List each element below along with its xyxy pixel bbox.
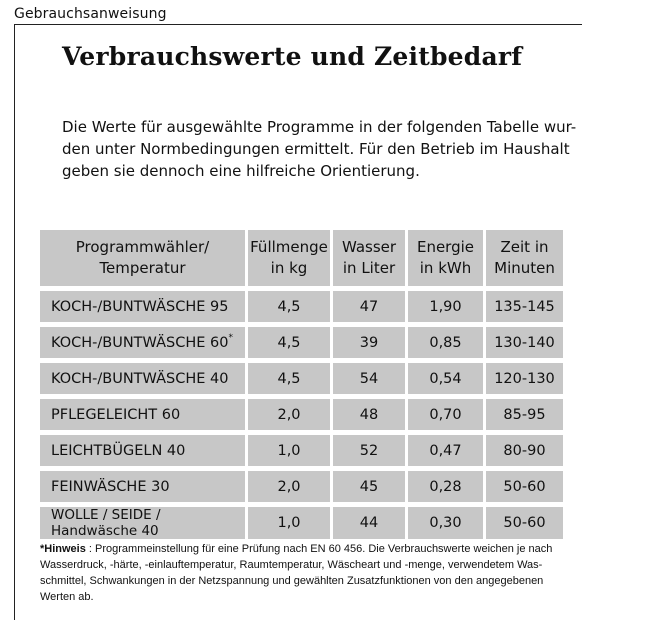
table-header-row [40, 230, 566, 291]
header-line: in kWh [419, 259, 472, 277]
left-margin-rule [14, 24, 15, 620]
cell-time: 85-95 [486, 399, 566, 435]
running-header: Gebrauchsanweisung [14, 6, 167, 22]
intro-line: Die Werte für ausgewählte Programme in der folgenden Tabelle wur- [62, 118, 577, 136]
header-time [486, 230, 566, 291]
table-row [40, 471, 566, 507]
header-line: Füllmenge [250, 238, 328, 256]
table-row [40, 507, 566, 544]
cell-energy: 0,70 [408, 399, 486, 435]
cell-water: 52 [333, 435, 408, 471]
cell-load: 1,0 [248, 435, 333, 471]
table-row [40, 399, 566, 435]
program-name: WOLLE / SEIDE / Handwäsche 40 [51, 507, 161, 539]
header-energy [408, 230, 486, 291]
cell-water: 47 [333, 291, 408, 327]
cell-program [40, 363, 248, 399]
header-line: Temperatur [99, 259, 186, 277]
header-water [333, 230, 408, 291]
cell-program [40, 471, 248, 507]
table-row [40, 363, 566, 399]
header-line: Minuten [494, 259, 555, 277]
footnote-line: schmittel, Schwankungen in der Netzspannung und gewählten Zusatzfunktionen von den angegebenen [40, 575, 544, 587]
header-program [40, 230, 248, 291]
table-row [40, 291, 566, 327]
cell-energy: 0,47 [408, 435, 486, 471]
cell-load: 2,0 [248, 471, 333, 507]
program-name: LEICHTBÜGELN 40 [51, 442, 186, 459]
header-line: Programmwähler/ [75, 238, 210, 256]
cell-program [40, 327, 248, 363]
cell-time: 50-60 [486, 507, 566, 544]
program-name: KOCH-/BUNTWÄSCHE 60 [51, 334, 229, 351]
cell-energy: 0,54 [408, 363, 486, 399]
cell-water: 54 [333, 363, 408, 399]
cell-program [40, 507, 248, 544]
cell-program [40, 399, 248, 435]
header-line: Zeit in [500, 238, 549, 256]
header-line: Energie [416, 238, 475, 256]
cell-load: 4,5 [248, 291, 333, 327]
cell-water: 45 [333, 471, 408, 507]
header-load [248, 230, 333, 291]
cell-load: 4,5 [248, 363, 333, 399]
cell-time: 130-140 [486, 327, 566, 363]
cell-water: 48 [333, 399, 408, 435]
cell-energy: 0,30 [408, 507, 486, 544]
table-row [40, 435, 566, 471]
table-row [40, 327, 566, 363]
header-rule [14, 24, 582, 25]
cell-energy: 0,28 [408, 471, 486, 507]
cell-time: 135-145 [486, 291, 566, 327]
cell-energy: 1,90 [408, 291, 486, 327]
footnote-label: *Hinweis [40, 543, 86, 555]
cell-water: 39 [333, 327, 408, 363]
cell-energy: 0,85 [408, 327, 486, 363]
footnote-line: Werten ab. [40, 591, 94, 603]
intro-line: geben sie dennoch eine hilfreiche Orientierung. [62, 162, 420, 180]
cell-program [40, 291, 248, 327]
intro-paragraph [62, 116, 602, 182]
cell-load: 4,5 [248, 327, 333, 363]
footnote-marker: * [228, 332, 233, 343]
program-name: PFLEGELEICHT 60 [51, 406, 181, 423]
page-title: Verbrauchswerte und Zeitbedarf [62, 42, 523, 71]
header-line: in Liter [342, 259, 396, 277]
header-line: in kg [270, 259, 308, 277]
cell-load: 1,0 [248, 507, 333, 544]
consumption-table [40, 230, 566, 544]
intro-line: den unter Normbedingungen ermittelt. Für den Betrieb im Haushalt [62, 140, 570, 158]
footnote-line: Wasserdruck, -härte, -einlauftemperatur, Raumtemperatur, Wäscheart und -menge, verwendetem Was- [40, 559, 543, 571]
program-name: KOCH-/BUNTWÄSCHE 40 [51, 370, 229, 387]
cell-water: 44 [333, 507, 408, 544]
cell-time: 120-130 [486, 363, 566, 399]
cell-time: 80-90 [486, 435, 566, 471]
cell-load: 2,0 [248, 399, 333, 435]
cell-time: 50-60 [486, 471, 566, 507]
program-name: FEINWÄSCHE 30 [51, 478, 170, 495]
footnote-line [40, 541, 600, 557]
program-name: KOCH-/BUNTWÄSCHE 95 [51, 298, 229, 315]
footnote [40, 541, 600, 605]
cell-program [40, 435, 248, 471]
header-line: Wasser [341, 238, 397, 256]
footnote-text: : Programmeinstellung für eine Prüfung nach EN 60 456. Die Verbrauchswerte weichen je nach [85, 543, 553, 555]
